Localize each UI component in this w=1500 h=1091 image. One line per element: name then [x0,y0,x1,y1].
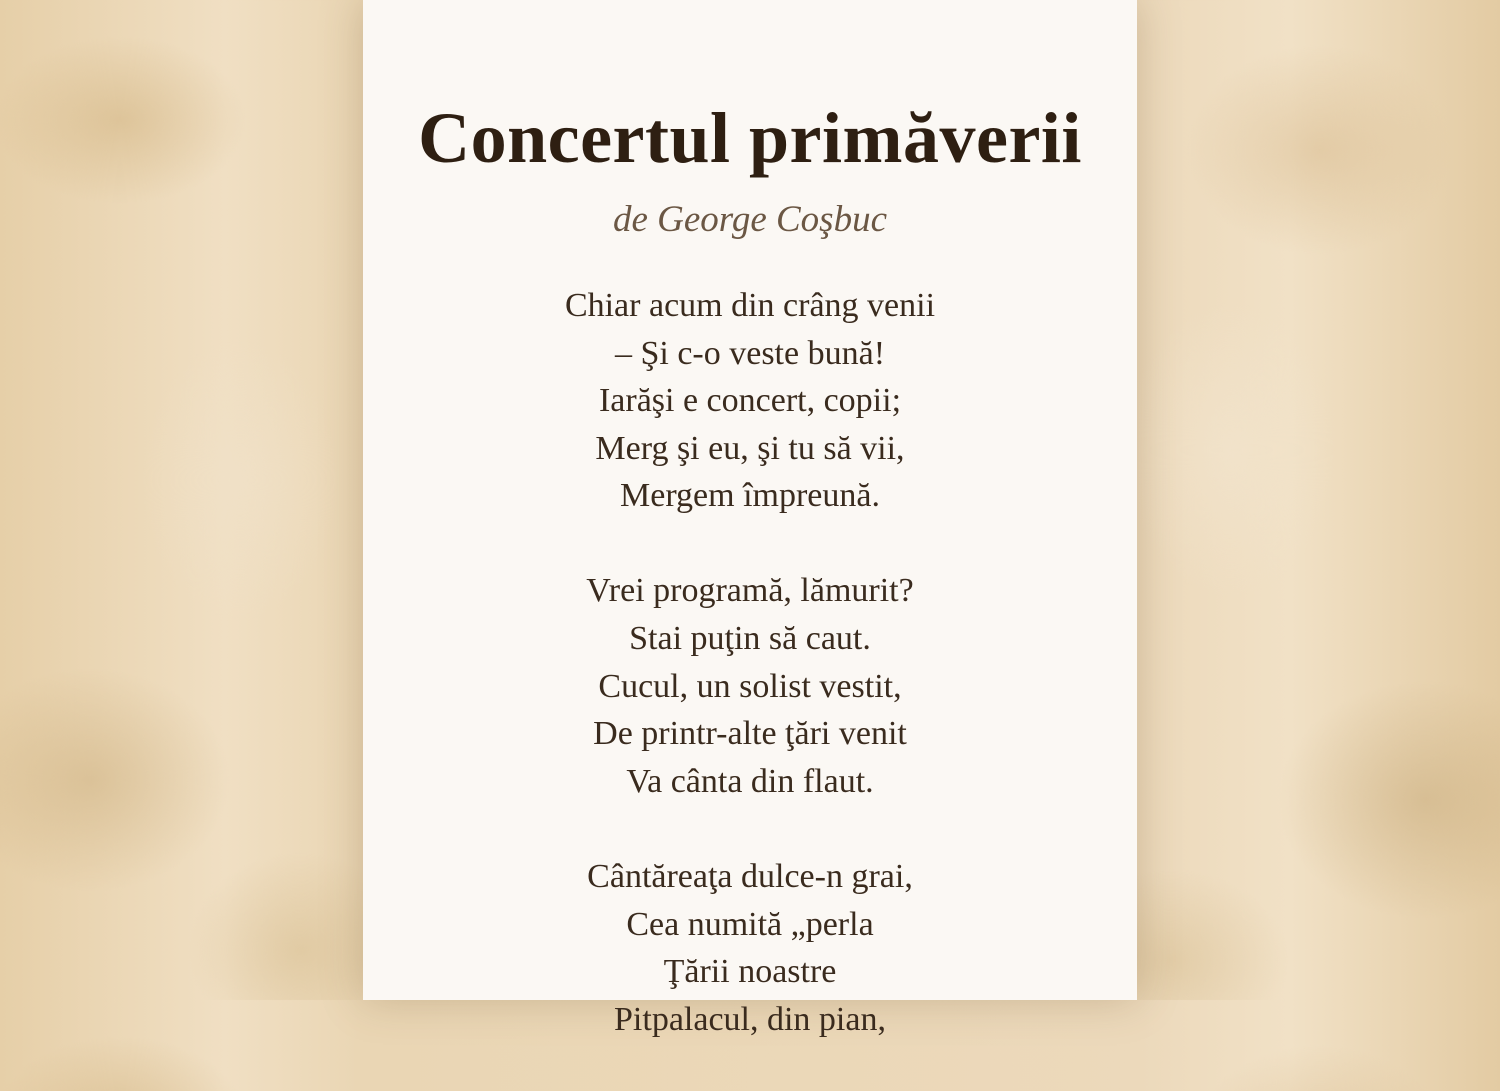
poem-line: Cucul, un solist vestit, [598,667,902,705]
poem-line: Vrei programă, lămurit? [586,572,914,610]
poem-line: Merg şi eu, şi tu să vii, [595,429,905,467]
poem-word: Ţării [663,953,730,991]
poem-author: de George Coşbuc [612,199,887,240]
poem-line: Cea numită „perla [626,905,874,943]
stanza [363,282,1137,520]
stanza [363,567,1137,805]
poem-line [363,948,1137,996]
poem-page [363,0,1137,1038]
poem-word: noastre [738,953,837,991]
poem-line: Mergem împreună. [620,477,880,515]
poem-line: De printr-alte ţări venit [593,715,907,753]
poem-title: Concertul primăverii [418,98,1082,178]
stanza [363,853,1137,1043]
poem-body [363,282,1137,1091]
poem-line: Pitpalacul, din pian, [614,1000,886,1038]
poem-line: – Şi c-o veste bună! [614,334,886,372]
poem-line: Iarăşi e concert, copii; [598,382,902,420]
poem-line: Cântăreaţa dulce-n grai, [587,857,913,895]
poem-line: Stai puţin să caut. [629,620,871,658]
poem-line: Va cânta din flaut. [626,762,874,800]
poem-line: Chiar acum din crâng venii [564,287,936,324]
